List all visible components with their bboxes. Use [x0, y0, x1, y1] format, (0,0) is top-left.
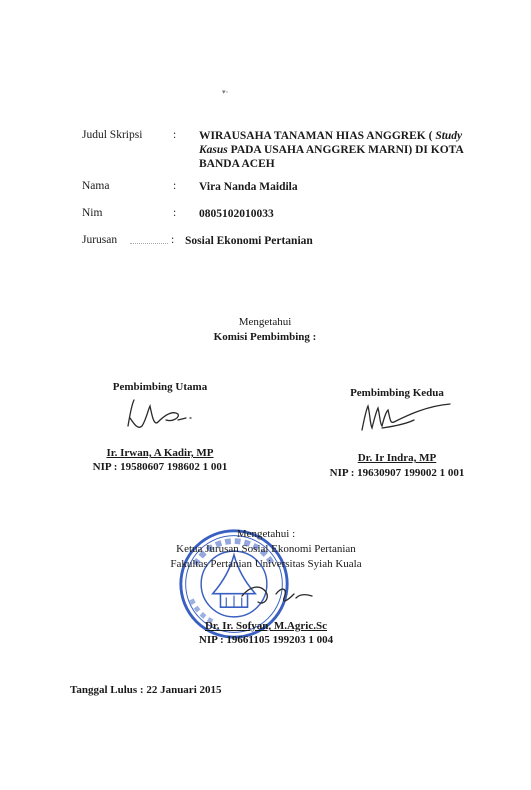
- judul-label: Judul Skripsi: [82, 129, 143, 141]
- judul-value: WIRAUSAHA TANAMAN HIAS ANGGREK ( Study Kasus PADA USAHA ANGGREK MARNI) DI KOTA BANDA ACEH: [199, 130, 464, 170]
- jurusan-colon: :: [171, 234, 175, 246]
- signature-utama: [120, 396, 200, 438]
- nama-value: Vira Nanda Maidila: [199, 181, 298, 193]
- signature-kedua: [356, 400, 456, 440]
- pembimbing-kedua-name: Dr. Ir Indra, MP: [357, 452, 437, 464]
- pembimbing-kedua-nip: NIP : 19630907 199002 1 001: [329, 467, 465, 479]
- pembimbing-kedua-role: Pembimbing Kedua: [350, 387, 444, 399]
- jurusan-label: Jurusan: [82, 234, 118, 246]
- judul-colon: :: [173, 129, 177, 141]
- ketua-mengetahui: Mengetahui :: [236, 528, 296, 540]
- nim-label: Nim: [82, 207, 103, 219]
- signature-ketua: [236, 576, 326, 616]
- mengetahui-heading: Mengetahui: [238, 316, 292, 328]
- pembimbing-utama-name: Ir. Irwan, A Kadir, MP: [106, 447, 214, 459]
- nama-label: Nama: [82, 180, 110, 192]
- scan-mark: ▾◦: [222, 88, 228, 96]
- ketua-nip: NIP : 19661105 199203 1 004: [198, 634, 334, 646]
- nim-value: 0805102010033: [199, 208, 274, 220]
- ketua-name: Dr. Ir. Sofyan, M.Agric.Sc: [204, 620, 327, 632]
- nim-colon: :: [173, 207, 177, 219]
- pembimbing-utama-role: Pembimbing Utama: [112, 381, 208, 393]
- scan-dash: [130, 243, 168, 244]
- jurusan-value: Sosial Ekonomi Pertanian: [185, 235, 313, 247]
- tanggal-lulus: Tanggal Lulus : 22 Januari 2015: [70, 684, 222, 696]
- ketua-line2: Fakultas Pertanian Universitas Syiah Kuala: [170, 558, 362, 570]
- nama-colon: :: [173, 180, 177, 192]
- komisi-heading: Komisi Pembimbing :: [213, 331, 317, 343]
- pembimbing-utama-nip: NIP : 19580607 198602 1 001: [92, 461, 228, 473]
- ketua-line1: Ketua Jurusan Sosial Ekonomi Pertanian: [176, 543, 356, 555]
